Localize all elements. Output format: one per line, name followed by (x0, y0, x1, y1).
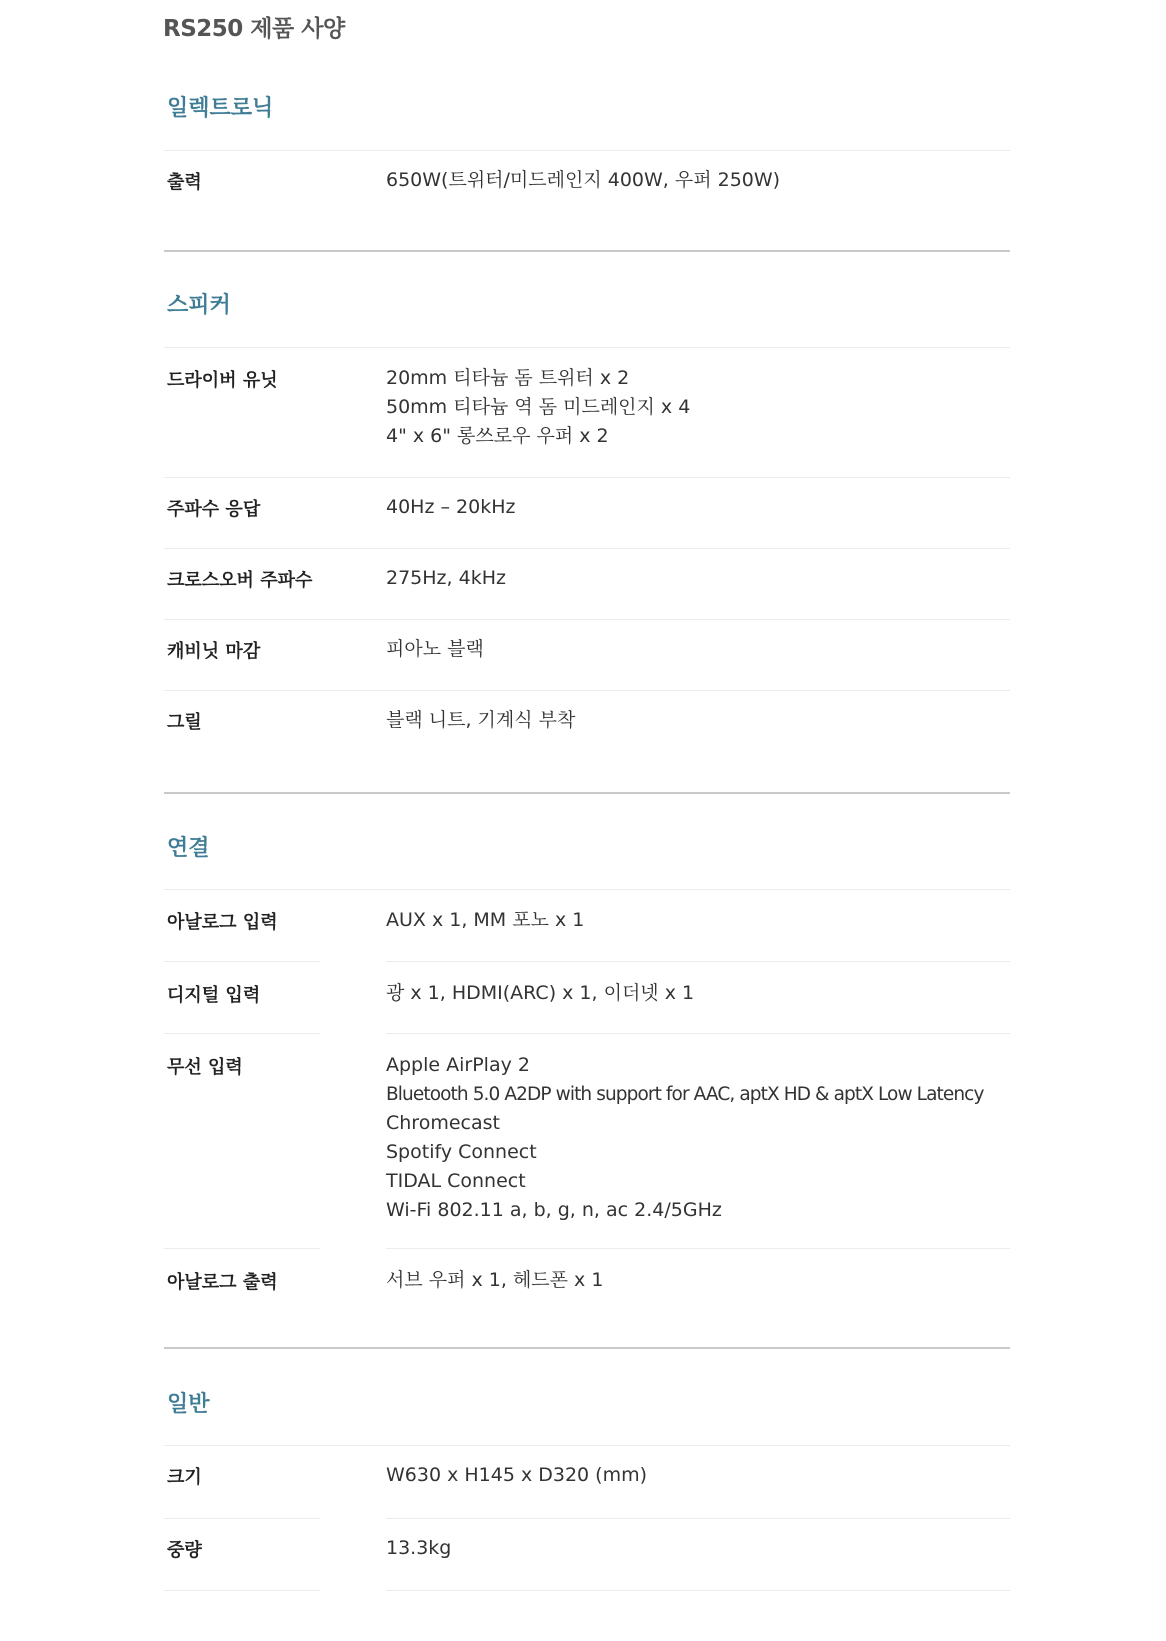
section-title-connectivity: 연결 (167, 836, 210, 861)
row-divider (386, 961, 1010, 962)
spec-value-line: Apple AirPlay 2 (386, 1054, 530, 1076)
spec-label-crossover: 크로스오버 주파수 (167, 570, 313, 591)
row-divider (164, 150, 1010, 151)
row-divider (386, 1033, 1010, 1034)
spec-value-dimensions (386, 1461, 647, 1490)
spec-value-line: 광 x 1, HDMI(ARC) x 1, 이더넷 x 1 (386, 982, 695, 1004)
spec-value-line: 블랙 니트, 기계식 부착 (386, 709, 576, 731)
section-title-speaker: 스피커 (167, 293, 231, 318)
spec-value-line: 13.3kg (386, 1537, 452, 1559)
row-divider (164, 961, 320, 962)
spec-value-line: 20mm 티타늄 돔 트위터 x 2 (386, 367, 630, 389)
spec-value-line: TIDAL Connect (386, 1170, 526, 1192)
spec-value-line: 40Hz – 20kHz (386, 496, 516, 518)
spec-value-line: 650W(트위터/미드레인지 400W, 우퍼 250W) (386, 169, 781, 191)
section-title-electronics: 일렉트로닉 (167, 96, 274, 121)
spec-label-output: 출력 (167, 172, 202, 193)
spec-label-frequency-response: 주파수 응답 (167, 499, 261, 520)
row-divider (386, 1590, 1010, 1591)
section-title-general: 일반 (167, 1392, 210, 1417)
spec-value-frequency-response (386, 493, 515, 522)
spec-label-cabinet-finish: 캐비닛 마감 (167, 641, 261, 662)
spec-value-cabinet-finish (386, 635, 484, 664)
spec-value-grille (386, 706, 575, 735)
row-divider (164, 619, 1010, 620)
spec-value-line: W630 x H145 x D320 (mm) (386, 1464, 648, 1486)
spec-label-analog-input: 아날로그 입력 (167, 912, 278, 933)
row-divider (386, 1248, 1010, 1249)
row-divider (164, 1518, 320, 1519)
spec-value-analog-input (386, 906, 584, 935)
spec-label-grille: 그릴 (167, 712, 202, 733)
spec-value-line: 4" x 6" 롱쓰로우 우퍼 x 2 (386, 425, 609, 447)
row-divider (164, 1590, 320, 1591)
row-divider (164, 347, 1010, 348)
spec-label-analog-output: 아날로그 출력 (167, 1272, 278, 1293)
row-divider (164, 477, 1010, 478)
spec-value-line: 피아노 블랙 (386, 638, 484, 660)
spec-label-wireless-input: 무선 입력 (167, 1057, 243, 1078)
page-title: RS250 제품 사양 (163, 16, 345, 42)
spec-value-crossover (386, 564, 506, 593)
spec-label-digital-input: 디지털 입력 (167, 985, 261, 1006)
spec-value-driver-units (386, 364, 690, 451)
spec-value-line: AUX x 1, MM 포노 x 1 (386, 909, 585, 931)
row-divider (164, 690, 1010, 691)
row-divider (164, 889, 1010, 890)
spec-label-weight: 중량 (167, 1540, 202, 1561)
spec-value-line: 서브 우퍼 x 1, 헤드폰 x 1 (386, 1269, 604, 1291)
spec-value-line: Spotify Connect (386, 1141, 537, 1163)
spec-value-digital-input (386, 979, 694, 1008)
spec-value-weight (386, 1534, 451, 1563)
spec-value-line: 50mm 티타늄 역 돔 미드레인지 x 4 (386, 396, 691, 418)
section-divider (164, 250, 1010, 252)
spec-value-wireless-input (386, 1051, 984, 1225)
section-divider (164, 792, 1010, 794)
spec-label-dimensions: 크기 (167, 1467, 202, 1488)
spec-value-analog-output (386, 1266, 603, 1295)
spec-value-line: Chromecast (386, 1112, 500, 1134)
spec-value-line: 275Hz, 4kHz (386, 567, 506, 589)
row-divider (164, 1248, 320, 1249)
row-divider (164, 1445, 1010, 1446)
spec-value-line: Wi-Fi 802.11 a, b, g, n, ac 2.4/5GHz (386, 1199, 722, 1221)
row-divider (164, 548, 1010, 549)
spec-value-line: Bluetooth 5.0 A2DP with support for AAC, aptX HD & aptX Low Latency (386, 1084, 984, 1105)
spec-value-output (386, 166, 780, 195)
spec-label-driver-units: 드라이버 유닛 (167, 370, 278, 391)
row-divider (386, 1518, 1010, 1519)
section-divider (164, 1347, 1010, 1349)
row-divider (164, 1033, 320, 1034)
